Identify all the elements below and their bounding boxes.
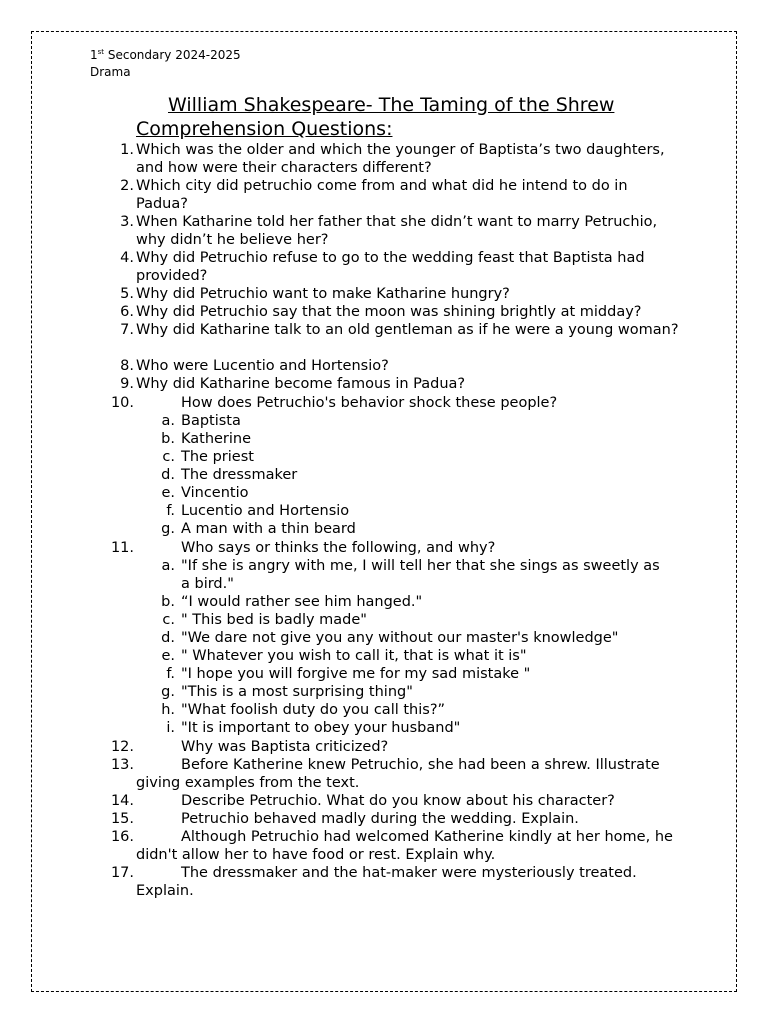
- grade-line: [90, 47, 241, 64]
- item-letter: e.: [161, 485, 175, 501]
- q10-item-e: [150, 484, 670, 502]
- item-letter: f.: [166, 666, 175, 682]
- question-1: [110, 141, 680, 177]
- question-text: Describe Petruchio. What do you know about his character?: [181, 793, 615, 809]
- item-text: "We dare not give you any without our master's knowledge": [181, 630, 619, 646]
- q11-item-a: [150, 557, 670, 593]
- q10-item-c: [150, 448, 670, 466]
- title-line-1: William Shakespeare- The Taming of the Shrew: [168, 94, 615, 116]
- q11-item-c: [150, 611, 670, 629]
- item-text: "I hope you will forgive me for my sad mistake ": [181, 666, 531, 682]
- grade-number: 1: [90, 48, 98, 62]
- item-letter: i.: [166, 720, 175, 736]
- page-title: [136, 93, 676, 141]
- question-17: [110, 864, 680, 900]
- item-text: Katherine: [181, 431, 252, 447]
- question-number: 4.: [120, 250, 134, 266]
- item-letter: a.: [161, 558, 175, 574]
- question-text: Why did Petruchio refuse to go to the wedding feast that Baptista had provided?: [136, 250, 645, 284]
- question-number: 2.: [120, 178, 134, 194]
- q11-item-f: [150, 665, 670, 683]
- question-number: 13.: [110, 757, 134, 773]
- question-text: Why did Katharine talk to an old gentleman as if he were a young woman?: [136, 322, 679, 338]
- question-number: 12.: [110, 739, 134, 755]
- title-line-2: Comprehension Questions:: [136, 118, 393, 140]
- question-number: 10.: [110, 395, 134, 411]
- question-text: The dressmaker and the hat-maker were mysteriously treated. Explain.: [136, 865, 637, 899]
- item-letter: a.: [161, 413, 175, 429]
- q11-item-d: [150, 629, 670, 647]
- question-text: Why did Petruchio say that the moon was shining brightly at midday?: [136, 304, 642, 320]
- q11-item-b: [150, 593, 670, 611]
- q10-item-f: [150, 502, 670, 520]
- question-2: [110, 177, 680, 213]
- question-14: [110, 792, 680, 810]
- question-5: [110, 285, 680, 303]
- q11-item-h: [150, 701, 670, 719]
- item-letter: b.: [161, 431, 175, 447]
- question-number: 5.: [120, 286, 134, 302]
- q11-item-e: [150, 647, 670, 665]
- question-number: 9.: [120, 376, 134, 392]
- question-4: [110, 249, 680, 285]
- question-number: 16.: [110, 829, 134, 845]
- item-text: The priest: [181, 449, 254, 465]
- question-3: [110, 213, 680, 249]
- question-text: Who says or thinks the following, and why?: [181, 540, 496, 556]
- item-letter: c.: [162, 612, 175, 628]
- grade-year: Secondary 2024-2025: [104, 48, 241, 62]
- question-number: 7.: [120, 322, 134, 338]
- question-number: 14.: [110, 793, 134, 809]
- item-letter: c.: [162, 449, 175, 465]
- question-8: [110, 357, 680, 375]
- question-text: Which city did petruchio come from and what did he intend to do in Padua?: [136, 178, 628, 212]
- question-number: 1.: [120, 142, 134, 158]
- q10-item-a: [150, 412, 670, 430]
- item-letter: d.: [161, 467, 175, 483]
- item-text: “I would rather see him hanged.": [181, 594, 423, 610]
- question-number: 17.: [110, 865, 134, 881]
- header: [90, 47, 241, 81]
- q10-item-g: [150, 520, 670, 538]
- question-text: Although Petruchio had welcomed Katherine kindly at her home, he didn't allow her to have food or rest. Explain why.: [136, 829, 673, 863]
- item-text: Vincentio: [181, 485, 249, 501]
- question-6: [110, 303, 680, 321]
- item-text: The dressmaker: [181, 467, 298, 483]
- question-text: Why did Katharine become famous in Padua?: [136, 376, 466, 392]
- item-letter: d.: [161, 630, 175, 646]
- item-text: A man with a thin beard: [181, 521, 356, 537]
- item-text: "This is a most surprising thing": [181, 684, 413, 700]
- item-text: Lucentio and Hortensio: [181, 503, 350, 519]
- question-text: When Katharine told her father that she didn’t want to marry Petruchio, why didn’t he believe her?: [136, 214, 658, 248]
- question-10: [110, 394, 680, 412]
- grade-superscript: st: [97, 48, 105, 56]
- item-text: " This bed is badly made": [181, 612, 367, 628]
- question-text: Who were Lucentio and Hortensio?: [136, 358, 389, 374]
- item-text: "What foolish duty do you call this?”: [181, 702, 446, 718]
- item-text: "It is important to obey your husband": [181, 720, 461, 736]
- question-11: [110, 539, 680, 557]
- question-text: Why did Petruchio want to make Katharine hungry?: [136, 286, 510, 302]
- item-letter: g.: [161, 684, 175, 700]
- item-text: "If she is angry with me, I will tell her that she sings as sweetly as a bird.": [181, 558, 660, 592]
- question-12: [110, 738, 680, 756]
- item-text: Baptista: [181, 413, 241, 429]
- question-number: 8.: [120, 358, 134, 374]
- question-text: Before Katherine knew Petruchio, she had been a shrew. Illustrate giving examples from the text.: [136, 757, 660, 791]
- item-letter: g.: [161, 521, 175, 537]
- question-number: 3.: [120, 214, 134, 230]
- item-letter: f.: [166, 503, 175, 519]
- question-7: [110, 321, 680, 339]
- item-letter: b.: [161, 594, 175, 610]
- q10-item-b: [150, 430, 670, 448]
- question-text: Which was the older and which the younger of Baptista’s two daughters, and how were their characters different?: [136, 142, 665, 176]
- subject: Drama: [90, 65, 131, 79]
- question-number: 6.: [120, 304, 134, 320]
- question-16: [110, 828, 680, 864]
- question-13: [110, 756, 680, 792]
- item-text: " Whatever you wish to call it, that is what it is": [181, 648, 527, 664]
- question-15: [110, 810, 680, 828]
- item-letter: e.: [161, 648, 175, 664]
- question-text: How does Petruchio's behavior shock these people?: [181, 395, 558, 411]
- question-9: [110, 375, 680, 393]
- q10-item-d: [150, 466, 670, 484]
- q11-item-i: [150, 719, 670, 737]
- q11-item-g: [150, 683, 670, 701]
- question-text: Why was Baptista criticized?: [181, 739, 389, 755]
- question-number: 11.: [110, 540, 134, 556]
- question-number: 15.: [110, 811, 134, 827]
- item-letter: h.: [161, 702, 175, 718]
- question-text: Petruchio behaved madly during the wedding. Explain.: [181, 811, 579, 827]
